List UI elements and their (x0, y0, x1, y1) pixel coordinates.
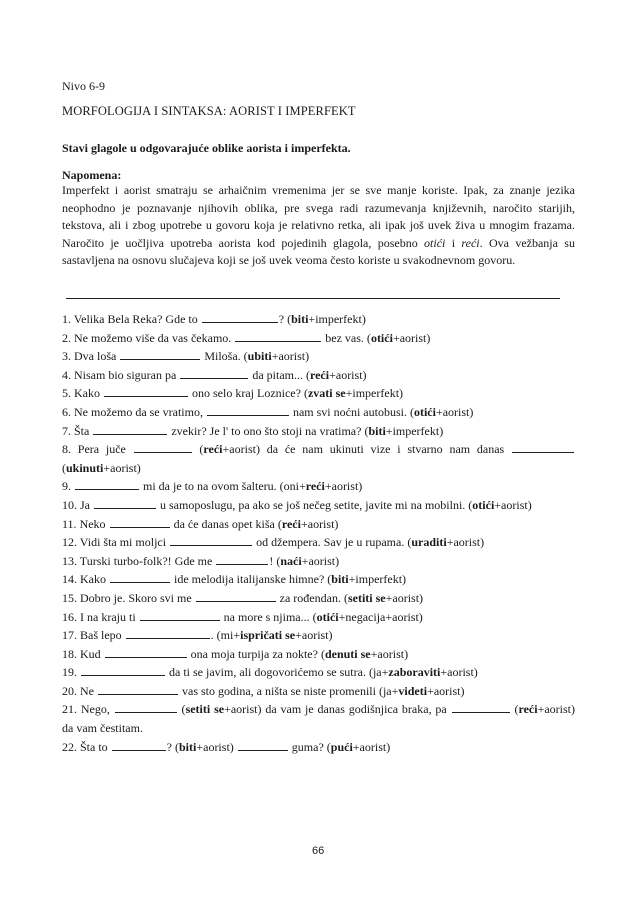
exercise-item-22 (62, 738, 575, 757)
exercise-text: ? ( (166, 739, 179, 754)
exercise-item-18 (62, 645, 575, 664)
answer-blank[interactable] (180, 368, 248, 379)
answer-blank[interactable] (81, 665, 165, 676)
exercise-text: +aorist) (300, 516, 339, 531)
note-paragraph (62, 182, 575, 270)
verb-hint: ispričati se (240, 628, 296, 643)
exercise-text: +aorist) (370, 646, 409, 661)
exercise-text: +aorist) (352, 739, 391, 754)
exercise-text: Ja (77, 497, 93, 512)
exercise-text: Ne možemo više da vas čekamo. (71, 330, 235, 345)
exercise-text: od džempera. Sav je u rupama. ( (253, 535, 412, 550)
exercise-number: 1. (62, 312, 71, 326)
verb-hint: denuti se (324, 646, 371, 661)
answer-blank[interactable] (75, 479, 139, 490)
page-number: 66 (312, 845, 325, 857)
exercise-text: +aorist) (103, 460, 141, 475)
verb-hint: setiti se (347, 590, 386, 605)
exercise-text (77, 665, 80, 679)
exercise-text: +aorist) (271, 349, 310, 364)
exercise-item-19 (62, 663, 575, 682)
answer-blank[interactable] (452, 702, 510, 713)
exercise-text: da će danas opet kiša ( (170, 516, 282, 531)
exercise-number: 14. (62, 572, 77, 587)
answer-blank[interactable] (93, 424, 167, 435)
exercise-number: 6. (62, 404, 71, 419)
exercise-text: ona moja turpija za nokte? ( (187, 646, 325, 661)
exercise-number: 17. (62, 628, 77, 643)
exercise-number: 8. (62, 442, 71, 457)
exercise-item-14 (62, 570, 575, 589)
verb-hint: ubiti (247, 349, 272, 364)
exercise-text: Miloša. ( (201, 349, 248, 364)
exercise-item-4 (62, 366, 575, 385)
exercise-text: I na kraju ti (77, 609, 139, 624)
exercise-item-6 (62, 403, 575, 422)
verb-hint: biti (291, 312, 309, 326)
exercise-item-3 (62, 347, 575, 366)
exercise-text: ono selo kraj Loznice? ( (189, 386, 308, 401)
verb-hint: videti (398, 683, 428, 698)
exercise-item-2 (62, 329, 575, 348)
answer-blank[interactable] (120, 349, 200, 360)
exercise-text: +aorist) (324, 479, 363, 494)
exercise-text: da ti se javim, ali dogovorićemo se sutra. (ja+ (166, 665, 389, 680)
verb-hint: naći (280, 553, 302, 568)
exercise-text: +aorist) (295, 628, 333, 643)
verb-hint: otići (472, 497, 495, 512)
answer-blank[interactable] (512, 442, 574, 453)
answer-blank[interactable] (170, 535, 252, 546)
exercise-item-20 (62, 682, 575, 701)
verb-hint: otići (413, 404, 436, 419)
exercise-item-15 (62, 589, 575, 608)
answer-blank[interactable] (104, 386, 188, 397)
answer-blank[interactable] (235, 331, 321, 342)
note-text-and: i (445, 235, 462, 250)
verb-hint: reći (281, 516, 301, 531)
verb-hint: otići (316, 609, 339, 624)
exercise-item-10 (62, 496, 575, 515)
exercise-text: Neko (76, 516, 109, 531)
exercise-text: ! ( (269, 553, 281, 568)
exercise-item-7 (62, 422, 575, 441)
exercise-number: 9. (62, 479, 71, 494)
exercise-list (62, 310, 575, 756)
exercise-text: +aorist) da vam čestitam. (62, 702, 576, 736)
answer-blank[interactable] (115, 702, 177, 713)
exercise-text: +aorist) da će nam ukinuti vize i stvarno nam danas (222, 442, 511, 457)
exercise-number: 5. (62, 386, 71, 401)
answer-blank[interactable] (126, 628, 210, 639)
exercise-number: 20. (62, 683, 77, 698)
answer-blank[interactable] (134, 442, 192, 453)
exercise-number: 11. (62, 516, 77, 531)
answer-blank[interactable] (94, 498, 156, 509)
exercise-text: Baš lepo (77, 628, 125, 643)
exercise-text: da pitam... ( (249, 367, 310, 382)
note-word-otici: otići (424, 235, 446, 250)
verb-hint: ukinuti (66, 460, 104, 475)
exercise-text: zvekir? Je l' to ono što stoji na vratima? ( (168, 423, 369, 438)
answer-blank[interactable] (238, 740, 288, 751)
exercise-text: Vidi šta mi moljci (77, 535, 170, 550)
exercise-item-9 (62, 477, 575, 496)
exercise-item-16 (62, 608, 575, 627)
exercise-text: +aorist) (385, 590, 424, 605)
answer-blank[interactable] (105, 647, 187, 658)
exercise-text: guma? ( (288, 739, 331, 754)
exercise-text: Pera juče (71, 442, 133, 457)
exercise-item-5 (62, 384, 575, 403)
exercise-text: Ne (77, 683, 97, 698)
answer-blank[interactable] (140, 610, 220, 621)
verb-hint: uraditi (411, 535, 447, 550)
answer-blank[interactable] (98, 684, 178, 695)
exercise-item-8: 8. Pera juče (reći+aorist) da će nam ukinuti vize i stvarno nam danas (ukinuti+aorist) (62, 440, 575, 477)
exercise-text: Turski turbo-folk?! Gde me (77, 553, 216, 568)
exercise-item-17 (62, 626, 575, 645)
exercise-text: +aorist) (494, 497, 532, 512)
exercise-item-13 (62, 552, 575, 571)
exercise-text: Dva loša (71, 349, 120, 364)
verb-hint: reći (305, 479, 325, 494)
exercise-item-21: 21. Nego, (setiti se+aorist) da vam je danas godišnjica braka, pa (reći+aorist) da vam čestitam. (62, 702, 576, 736)
verb-hint: biti (368, 423, 386, 438)
exercise-item-1 (62, 310, 575, 329)
exercise-number: 13. (62, 553, 77, 568)
exercise-text: Kako (71, 386, 103, 401)
divider-line (66, 298, 560, 299)
exercise-text: vas sto godina, a ništa se niste promenili (ja+ (179, 683, 399, 698)
exercise-number: 16. (62, 609, 77, 624)
exercise-text: +aorist) (440, 665, 478, 680)
exercise-text: . (mi+ (210, 628, 241, 643)
answer-blank[interactable] (207, 405, 289, 416)
exercise-text: +aorist) (392, 330, 431, 345)
exercise-text: Nisam bio siguran pa (71, 367, 180, 382)
exercise-item-12 (62, 533, 575, 552)
exercise-text: ( (192, 442, 204, 457)
exercise-number: 3. (62, 349, 71, 364)
verb-hint: reći (203, 442, 223, 457)
exercise-text (71, 479, 74, 493)
note-heading: Napomena: (62, 168, 122, 182)
note-word-reci: reći (461, 235, 480, 250)
exercise-number: 2. (62, 330, 71, 345)
exercise-text: ide melodija italijanske himne? ( (171, 572, 332, 587)
answer-blank[interactable] (202, 312, 278, 323)
answer-blank[interactable] (110, 517, 170, 528)
exercise-text: +aorist) (196, 739, 237, 754)
exercise-number: 4. (62, 367, 71, 382)
verb-hint: setiti se (185, 702, 225, 717)
verb-hint: pući (330, 739, 353, 754)
answer-blank[interactable] (112, 740, 166, 751)
exercise-text: za rođendan. ( (276, 590, 348, 605)
exercise-text: +imperfekt) (385, 423, 444, 438)
exercise-text: +aorist) (329, 367, 367, 382)
page-title: MORFOLOGIJA I SINTAKSA: AORIST I IMPERFEKT (62, 104, 356, 118)
exercise-text: mi da je to na ovom šalteru. (oni+ (140, 479, 306, 494)
exercise-text: Šta (71, 423, 93, 438)
exercise-text: +aorist) (446, 535, 485, 550)
exercise-text: Ne možemo da se vratimo, (71, 404, 206, 419)
level-label: Nivo 6-9 (62, 79, 105, 93)
exercise-number: 10. (62, 497, 77, 512)
exercise-text: ( (177, 702, 186, 717)
exercise-number: 22. (62, 739, 77, 754)
exercise-text: Kud (77, 646, 104, 661)
exercise-text: na more s njima... ( (220, 609, 317, 624)
answer-blank[interactable] (110, 572, 170, 583)
answer-blank[interactable] (196, 591, 276, 602)
verb-hint: otići (370, 330, 393, 345)
exercise-text: +aorist) da vam je danas godišnjica braka, pa (224, 702, 451, 717)
exercise-text: +aorist) (427, 683, 465, 698)
exercise-text: Velika Bela Reka? Gde to (71, 312, 201, 326)
verb-hint: zaboraviti (388, 665, 441, 680)
exercise-text: Kako (77, 572, 109, 587)
verb-hint: biti (179, 739, 197, 754)
instruction-text: Stavi glagole u odgovarajuće oblike aorista i imperfekta. (62, 141, 351, 155)
exercise-text: nam svi noćni autobusi. ( (289, 404, 414, 419)
exercise-text: +imperfekt) (308, 312, 366, 326)
exercise-text: bez vas. ( (322, 330, 371, 345)
exercise-text: u samoposlugu, pa ako se još nečeg setite, javite mi na mobilni. ( (157, 497, 473, 512)
exercise-text: ? ( (278, 312, 292, 326)
note-text-1: Imperfekt i aorist smatraju se arhaičnim vremenima jer se sve manje koriste. Ipak, za znanje jezika neophodno je poznavanje njihovih oblika, pre svega radi razumevanja književnih, naročito starijih, tekstova, ali i zbog upotrebe u govoru koja je relativno retka, ali ipak još uvek živa u mnogim frazama. Naročito je uočljiva upotreba aorista kod pojedinih glagola, posebno (62, 183, 575, 250)
exercise-text: +aorist) (435, 404, 474, 419)
verb-hint: reći (518, 702, 538, 717)
exercise-number: 18. (62, 646, 77, 661)
verb-hint: zvati se (307, 386, 346, 401)
exercise-number: 19. (62, 665, 77, 680)
exercise-number: 21. (62, 702, 77, 717)
exercise-text: Šta to (77, 739, 111, 754)
exercise-number: 7. (62, 423, 71, 438)
exercise-text: Nego, (77, 702, 114, 717)
exercise-text: +imperfekt) (348, 572, 407, 587)
verb-hint: reći (309, 367, 330, 382)
exercise-number: 15. (62, 590, 77, 605)
exercise-text: +imperfekt) (345, 386, 404, 401)
exercise-text: +negacija+aorist) (338, 609, 423, 624)
exercise-text: +aorist) (301, 553, 340, 568)
exercise-number: 12. (62, 535, 77, 550)
answer-blank[interactable] (216, 554, 268, 565)
verb-hint: biti (331, 572, 349, 587)
exercise-item-11 (62, 515, 575, 534)
exercise-text: Dobro je. Skoro svi me (77, 590, 195, 605)
note-text-2: . Ova vežbanja su sastavljena na osnovu slučajeva koji se još uvek veoma često koriste u svakodnevnom govoru. (62, 235, 575, 268)
